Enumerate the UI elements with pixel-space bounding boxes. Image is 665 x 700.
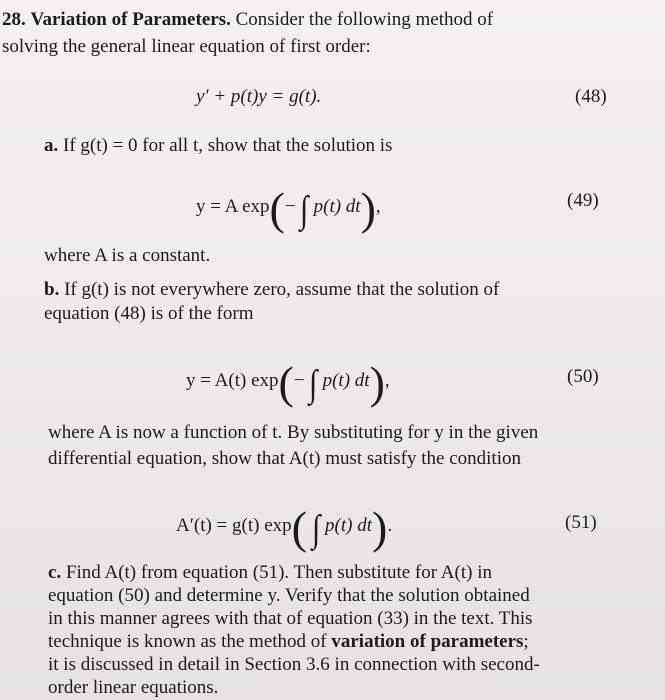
equation-51-lhs: A′(t) = g(t) exp <box>176 515 292 536</box>
equation-50 <box>186 357 390 408</box>
equation-50-close-paren: ) <box>369 357 385 408</box>
equation-50-minus: − <box>293 370 305 391</box>
equation-49-integral: ∫ <box>300 189 309 231</box>
part-b-line-1 <box>44 279 499 301</box>
problem-intro-2: solving the general linear equation of first order: <box>2 36 371 57</box>
part-c-text-1: Find A(t) from equation (51). Then substitute for A(t) in <box>65 562 492 583</box>
part-a <box>44 135 392 157</box>
part-c-label: c. <box>48 562 62 583</box>
part-c-line-6: order linear equations. <box>48 677 219 698</box>
problem-header <box>2 9 493 31</box>
part-c-line-2: equation (50) and determine y. Verify that the solution obtained <box>48 585 530 606</box>
part-b-line-2: equation (48) is of the form <box>44 303 254 324</box>
equation-49-integrand: p(t) dt <box>313 196 361 217</box>
part-b-text-1: If g(t) is not everywhere zero, assume that the solution of <box>64 279 500 300</box>
equation-51-integrand: p(t) dt <box>325 515 372 536</box>
equation-51-label: (51) <box>565 512 597 533</box>
equation-51-trail: . <box>387 515 393 536</box>
equation-51 <box>176 502 393 553</box>
equation-49-label: (49) <box>567 190 599 211</box>
part-a-label: a. <box>44 135 59 156</box>
after-50-line-1: where A is now a function of t. By substituting for y in the given <box>48 422 539 443</box>
equation-48 <box>196 86 321 108</box>
problem-intro-1: Consider the following method of <box>235 9 494 30</box>
part-c-line-3: in this manner agrees with that of equation (33) in the text. This <box>48 608 533 629</box>
after-49-text: where A is a constant. <box>44 245 211 266</box>
equation-48-label: (48) <box>575 86 607 107</box>
part-c-line-5: it is discussed in detail in Section 3.6 in connection with second- <box>48 654 540 675</box>
part-c-line-1 <box>48 562 492 584</box>
equation-49 <box>196 183 381 234</box>
equation-49-open-paren: ( <box>269 183 285 234</box>
equation-50-label: (50) <box>567 366 599 387</box>
part-b-label: b. <box>44 279 60 300</box>
part-c-line-4-bold: variation of parameters <box>331 631 524 652</box>
problem-title: Variation of Parameters. <box>30 9 231 30</box>
equation-49-minus: − <box>284 196 296 217</box>
equation-50-open-paren: ( <box>278 357 294 408</box>
part-c-line-4-post: ; <box>523 631 529 652</box>
equation-50-lhs: y = A(t) exp <box>186 370 279 391</box>
equation-49-lhs: y = A exp <box>196 196 270 217</box>
equation-48-body: y′ + p(t)y = g(t). <box>196 86 322 107</box>
equation-49-close-paren: ) <box>360 183 376 234</box>
equation-50-integral: ∫ <box>309 363 318 405</box>
equation-50-integrand: p(t) dt <box>322 370 370 391</box>
equation-50-trail: , <box>384 370 390 391</box>
equation-51-integral: ∫ <box>311 508 321 550</box>
part-a-text: If g(t) = 0 for all t, show that the solution is <box>63 135 393 156</box>
equation-51-open-paren: ( <box>291 502 307 553</box>
problem-number: 28. <box>2 9 26 30</box>
after-50-line-2: differential equation, show that A(t) must satisfy the condition <box>48 448 521 469</box>
equation-49-trail: , <box>375 196 381 217</box>
part-c-line-4-pre: technique is known as the method of <box>48 631 332 652</box>
equation-51-close-paren: ) <box>372 502 388 553</box>
part-c-line-4 <box>48 631 529 653</box>
